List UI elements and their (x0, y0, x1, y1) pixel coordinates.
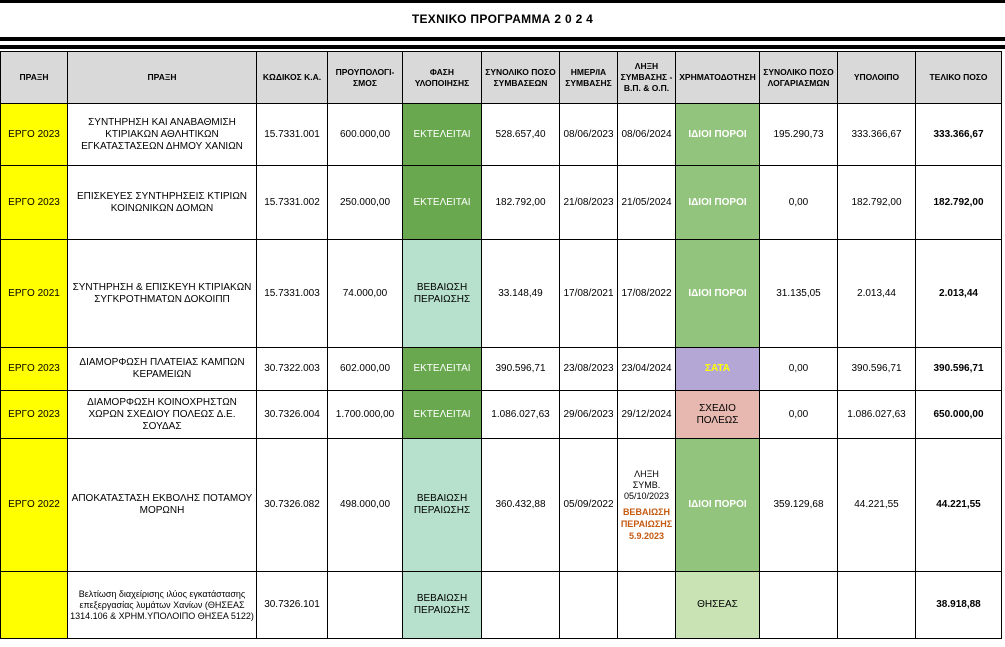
cell-end: 29/12/2024 (618, 391, 676, 439)
cell-type: ΕΡΓΟ 2023 (1, 348, 68, 391)
col-header-phase: ΦΑΣΗ ΥΛΟΠΟΙΗΣΗΣ (403, 52, 482, 104)
cell-type (1, 572, 68, 639)
cell-budget: 74.000,00 (328, 240, 403, 348)
cell-contracts: 528.657,40 (482, 104, 560, 166)
cell-date: 05/09/2022 (560, 439, 618, 572)
col-header-invoices: ΣΥΝΟΛΙΚΟ ΠΟΣΟ ΛΟΓΑΡΙΑΣΜΩΝ (760, 52, 838, 104)
program-table (0, 51, 1002, 639)
cell-phase: ΕΚΤΕΛΕΙΤΑΙ (403, 348, 482, 391)
cell-budget: 602.000,00 (328, 348, 403, 391)
cell-end: 17/08/2022 (618, 240, 676, 348)
cell-phase: ΒΕΒΑΙΩΣΗ ΠΕΡΑΙΩΣΗΣ (403, 240, 482, 348)
table-row (1, 104, 1002, 166)
cell-funding: ΙΔΙΟΙ ΠΟΡΟΙ (676, 166, 760, 240)
cell-end-note: ΒΕΒΑΙΩΣΗ ΠΕΡΑΙΩΣΗΣ 5.9.2023 (620, 506, 673, 541)
cell-end (618, 572, 676, 639)
cell-name: ΔΙΑΜΟΡΦΩΣΗ ΚΟΙΝΟΧΡΗΣΤΩΝ ΧΩΡΩΝ ΣΧΕΔΙΟΥ ΠΟΛΕΩΣ Δ.Ε. ΣΟΥΔΑΣ (68, 391, 257, 439)
cell-final: 38.918,88 (916, 572, 1002, 639)
cell-remaining: 2.013,44 (838, 240, 916, 348)
cell-funding: ΙΔΙΟΙ ΠΟΡΟΙ (676, 240, 760, 348)
cell-final: 44.221,55 (916, 439, 1002, 572)
title-rule-top (0, 37, 1005, 41)
cell-remaining: 44.221,55 (838, 439, 916, 572)
cell-remaining: 182.792,00 (838, 166, 916, 240)
cell-type: ΕΡΓΟ 2021 (1, 240, 68, 348)
cell-funding: ΙΔΙΟΙ ΠΟΡΟΙ (676, 104, 760, 166)
page-title: ΤΕΧΝΙΚΟ ΠΡΟΓΡΑΜΜΑ 2 0 2 4 (411, 12, 594, 26)
cell-final: 182.792,00 (916, 166, 1002, 240)
cell-final: 2.013,44 (916, 240, 1002, 348)
title-rule-bottom (0, 45, 1005, 49)
cell-contracts (482, 572, 560, 639)
cell-type: ΕΡΓΟ 2023 (1, 166, 68, 240)
col-header-name: ΠΡΑΞΗ (68, 52, 257, 104)
table-row (1, 348, 1002, 391)
cell-budget: 1.700.000,00 (328, 391, 403, 439)
cell-phase: ΕΚΤΕΛΕΙΤΑΙ (403, 166, 482, 240)
cell-end: 23/04/2024 (618, 348, 676, 391)
cell-type: ΕΡΓΟ 2023 (1, 104, 68, 166)
cell-name: ΣΥΝΤΗΡΗΣΗ & ΕΠΙΣΚΕΥΗ ΚΤΙΡΙΑΚΩΝ ΣΥΓΚΡΟΤΗΜΑΤΩΝ ΔΟΚΟΙΠΠ (68, 240, 257, 348)
col-header-end: ΛΗΞΗ ΣΥΜΒΑΣΗΣ - Β.Π. & Ο.Π. (618, 52, 676, 104)
cell-date: 17/08/2021 (560, 240, 618, 348)
cell-invoices: 0,00 (760, 166, 838, 240)
cell-end: 08/06/2024 (618, 104, 676, 166)
cell-code: 30.7326.004 (257, 391, 328, 439)
cell-invoices: 359.129,68 (760, 439, 838, 572)
cell-phase: ΕΚΤΕΛΕΙΤΑΙ (403, 391, 482, 439)
cell-invoices: 0,00 (760, 348, 838, 391)
cell-budget: 498.000,00 (328, 439, 403, 572)
cell-name: Βελτίωση διαχείρισης ιλύος εγκατάστασης επεξεργασίας λυμάτων Χανίων (ΘΗΣΕΑΣ 1314.106 & ΧΡΗΜ.ΥΠΟΛΟΙΠΟ ΘΗΣΕΑ 5122) (68, 572, 257, 639)
cell-invoices: 31.135,05 (760, 240, 838, 348)
cell-remaining: 1.086.027,63 (838, 391, 916, 439)
cell-invoices (760, 572, 838, 639)
cell-end-combined (618, 439, 676, 572)
table-row (1, 439, 1002, 572)
cell-funding: ΘΗΣΕΑΣ (676, 572, 760, 639)
cell-budget (328, 572, 403, 639)
col-header-contracts: ΣΥΝΟΛΙΚΟ ΠΟΣΟ ΣΥΜΒΑΣΕΩΝ (482, 52, 560, 104)
cell-date: 23/08/2023 (560, 348, 618, 391)
cell-remaining: 333.366,67 (838, 104, 916, 166)
cell-name: ΣΥΝΤΗΡΗΣΗ ΚΑΙ ΑΝΑΒΑΘΜΙΣΗ ΚΤΙΡΙΑΚΩΝ ΑΘΛΗΤΙΚΩΝ ΕΓΚΑΤΑΣΤΑΣΕΩΝ ΔΗΜΟΥ ΧΑΝΙΩΝ (68, 104, 257, 166)
cell-code: 15.7331.002 (257, 166, 328, 240)
cell-name: ΕΠΙΣΚΕΥΕΣ ΣΥΝΤΗΡΗΣΕΙΣ ΚΤΙΡΙΩΝ ΚΟΙΝΩΝΙΚΩΝ ΔΟΜΩΝ (68, 166, 257, 240)
col-header-remaining: ΥΠΟΛΟΙΠΟ (838, 52, 916, 104)
cell-code: 15.7331.001 (257, 104, 328, 166)
cell-code: 30.7326.082 (257, 439, 328, 572)
cell-budget: 250.000,00 (328, 166, 403, 240)
cell-date (560, 572, 618, 639)
table-row (1, 572, 1002, 639)
cell-date: 08/06/2023 (560, 104, 618, 166)
cell-code: 15.7331.003 (257, 240, 328, 348)
cell-name: ΔΙΑΜΟΡΦΩΣΗ ΠΛΑΤΕΙΑΣ ΚΑΜΠΩΝ ΚΕΡΑΜΕΙΩΝ (68, 348, 257, 391)
col-header-final: ΤΕΛΙΚΟ ΠΟΣΟ (916, 52, 1002, 104)
cell-final: 390.596,71 (916, 348, 1002, 391)
cell-remaining (838, 572, 916, 639)
cell-date: 21/08/2023 (560, 166, 618, 240)
cell-date: 29/06/2023 (560, 391, 618, 439)
cell-contracts: 1.086.027,63 (482, 391, 560, 439)
cell-phase: ΒΕΒΑΙΩΣΗ ΠΕΡΑΙΩΣΗΣ (403, 572, 482, 639)
cell-funding: ΣΧΕΔΙΟ ΠΟΛΕΩΣ (676, 391, 760, 439)
col-header-funding: ΧΡΗΜΑΤΟΔΟΤΗΣΗ (676, 52, 760, 104)
cell-remaining: 390.596,71 (838, 348, 916, 391)
cell-name: ΑΠΟΚΑΤΑΣΤΑΣΗ ΕΚΒΟΛΗΣ ΠΟΤΑΜΟΥ ΜΟΡΩΝΗ (68, 439, 257, 572)
col-header-type: ΠΡΑΞΗ (1, 52, 68, 104)
table-row (1, 240, 1002, 348)
cell-contracts: 33.148,49 (482, 240, 560, 348)
cell-budget: 600.000,00 (328, 104, 403, 166)
cell-final: 333.366,67 (916, 104, 1002, 166)
top-border (0, 0, 1005, 3)
cell-contracts: 182.792,00 (482, 166, 560, 240)
cell-funding: ΙΔΙΟΙ ΠΟΡΟΙ (676, 439, 760, 572)
cell-type: ΕΡΓΟ 2023 (1, 391, 68, 439)
cell-code: 30.7322.003 (257, 348, 328, 391)
col-header-code: ΚΩΔΙΚΟΣ Κ.Α. (257, 52, 328, 104)
cell-invoices: 0,00 (760, 391, 838, 439)
col-header-date: ΗΜΕΡ/ΙΑ ΣΥΜΒΑΣΗΣ (560, 52, 618, 104)
table-row (1, 166, 1002, 240)
cell-contracts: 390.596,71 (482, 348, 560, 391)
cell-code: 30.7326.101 (257, 572, 328, 639)
cell-type: ΕΡΓΟ 2022 (1, 439, 68, 572)
cell-end: 21/05/2024 (618, 166, 676, 240)
col-header-budget: ΠΡΟΥΠΟΛΟΓΙ-ΣΜΟΣ (328, 52, 403, 104)
cell-phase: ΕΚΤΕΛΕΙΤΑΙ (403, 104, 482, 166)
cell-funding: ΣΑΤΑ (676, 348, 760, 391)
cell-final: 650.000,00 (916, 391, 1002, 439)
header-row (1, 52, 1002, 104)
cell-end: ΛΗΞΗ ΣΥΜΒ. 05/10/2023 (623, 468, 670, 501)
table-row (1, 391, 1002, 439)
cell-contracts: 360.432,88 (482, 439, 560, 572)
cell-phase: ΒΕΒΑΙΩΣΗ ΠΕΡΑΙΩΣΗΣ (403, 439, 482, 572)
cell-invoices: 195.290,73 (760, 104, 838, 166)
